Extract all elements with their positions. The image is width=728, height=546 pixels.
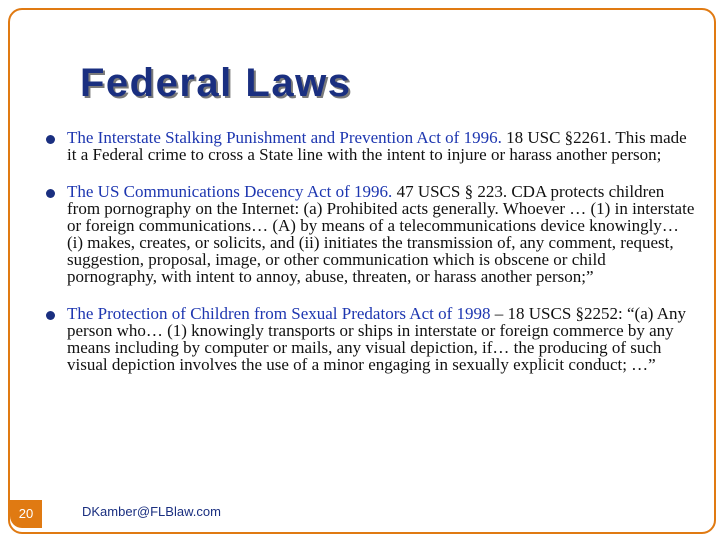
act-name: The Protection of Children from Sexual Predators Act of 1998: [67, 304, 491, 323]
bullet-decency-act: [46, 183, 696, 285]
bullet-protection-act: [46, 305, 696, 373]
bullet-dot-icon: [46, 311, 55, 320]
bullet-dot-icon: [46, 135, 55, 144]
act-name: The US Communications Decency Act of 1996.: [67, 182, 393, 201]
act-description: 18 USC §2261. This made it a Federal crime to cross a State line with the intent to injure or harass another person;: [67, 128, 687, 164]
act-description: 47 USCS § 223. CDA protects children from pornography on the Internet: (a) Prohibited acts generally. Whoever … (1) in interstate or foreign communications… (A) by means of a telecommunications device knowingly… (i) makes, creates, or solicits, and (ii) initiates the transmission of, any comment, request, suggestion, proposal, image, or other communication which is obscene or child pornography, with intent to annoy, abuse, threaten, or harass another person;”: [67, 182, 695, 286]
slide-title: Federal Laws: [80, 61, 352, 105]
act-description: – 18 USCS §2252: “(a) Any person who… (1) knowingly transports or ships in interstate or foreign commerce by any means including by computer or mails, any visual depiction, if… the producing of such visual depiction involves the use of a minor engaging in sexually explicit conduct; …”: [67, 304, 686, 374]
bullet-list: [46, 129, 696, 373]
act-name: The Interstate Stalking Punishment and Prevention Act of 1996.: [67, 128, 502, 147]
bullet-dot-icon: [46, 189, 55, 198]
page-number: 20: [10, 500, 42, 528]
bullet-stalking-act: [46, 129, 696, 163]
footer-email: DKamber@FLBlaw.com: [82, 504, 221, 519]
